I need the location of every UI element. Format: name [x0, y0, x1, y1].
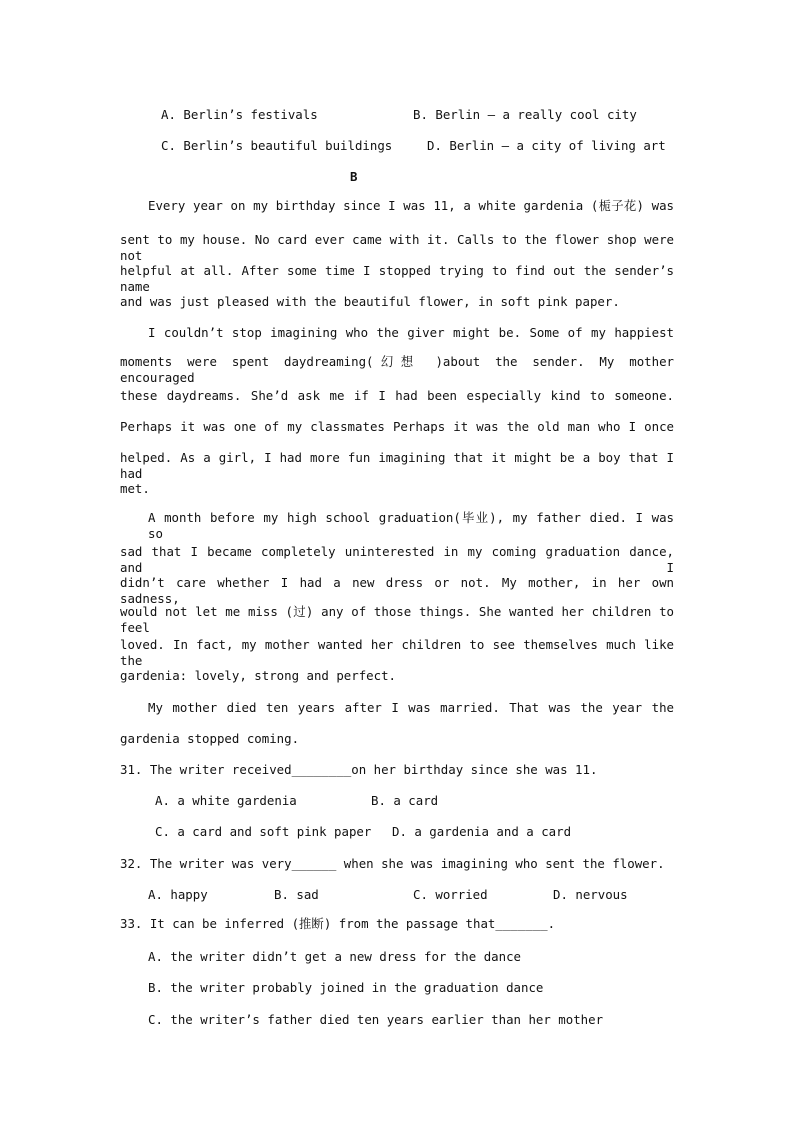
- q32-option-d: D. nervous: [553, 887, 628, 902]
- passage-line: helpful at all. After some time I stopped trying to find out the sender’s name: [120, 263, 674, 294]
- passage-line: these daydreams. She’d ask me if I had been especially kind to someone.: [120, 388, 674, 403]
- q31-option-d: D. a gardenia and a card: [392, 824, 572, 839]
- passage-line: Perhaps it was one of my classmates Perhaps it was the old man who I once: [120, 419, 674, 434]
- question-32-stem: 32. The writer was very______ when she was imagining who sent the flower.: [120, 856, 665, 871]
- passage-line: would not let me miss (过) any of those things. She wanted her children to feel: [120, 604, 674, 635]
- passage-line: moments were spent daydreaming(幻想 )about the sender. My mother encouraged: [120, 354, 674, 385]
- passage-line: helped. As a girl, I had more fun imagining that it might be a boy that I had: [120, 450, 674, 481]
- passage-line: A month before my high school graduation(毕业), my father died. I was so: [148, 510, 674, 541]
- q33-option-b: B. the writer probably joined in the graduation dance: [148, 980, 544, 995]
- prev-option-b: B. Berlin – a really cool city: [413, 107, 637, 122]
- passage-line: Every year on my birthday since I was 11, a white gardenia (栀子花) was: [148, 198, 674, 213]
- passage-line: gardenia: lovely, strong and perfect.: [120, 668, 397, 683]
- passage-line: and was just pleased with the beautiful flower, in soft pink paper.: [120, 294, 620, 309]
- passage-line: My mother died ten years after I was married. That was the year the: [148, 700, 674, 715]
- passage-line: loved. In fact, my mother wanted her children to see themselves much like the: [120, 637, 674, 668]
- passage-line: gardenia stopped coming.: [120, 731, 300, 746]
- q33-option-c: C. the writer’s father died ten years earlier than her mother: [148, 1012, 604, 1027]
- prev-option-a: A. Berlin’s festivals: [161, 107, 318, 122]
- q32-option-b: B. sad: [274, 887, 319, 902]
- q32-option-a: A. happy: [148, 887, 208, 902]
- prev-option-c: C. Berlin’s beautiful buildings: [161, 138, 393, 153]
- passage-line: sent to my house. No card ever came with it. Calls to the flower shop were not: [120, 232, 674, 263]
- q31-option-a: A. a white gardenia: [155, 793, 297, 808]
- section-heading: B: [350, 169, 358, 184]
- question-31-stem: 31. The writer received________on her birthday since she was 11.: [120, 762, 598, 777]
- q33-option-a: A. the writer didn’t get a new dress for the dance: [148, 949, 521, 964]
- q31-option-b: B. a card: [371, 793, 439, 808]
- prev-option-d: D. Berlin – a city of living art: [427, 138, 666, 153]
- question-33-stem: 33. It can be inferred (推断) from the passage that_______.: [120, 916, 556, 931]
- passage-line: didn’t care whether I had a new dress or not. My mother, in her own sadness,: [120, 575, 674, 606]
- q31-option-c: C. a card and soft pink paper: [155, 824, 372, 839]
- passage-line: met.: [120, 481, 150, 496]
- q32-option-c: C. worried: [413, 887, 488, 902]
- passage-line: I couldn’t stop imagining who the giver might be. Some of my happiest: [148, 325, 674, 340]
- passage-line: sad that I became completely uninterested in my coming graduation dance, and I: [120, 544, 674, 575]
